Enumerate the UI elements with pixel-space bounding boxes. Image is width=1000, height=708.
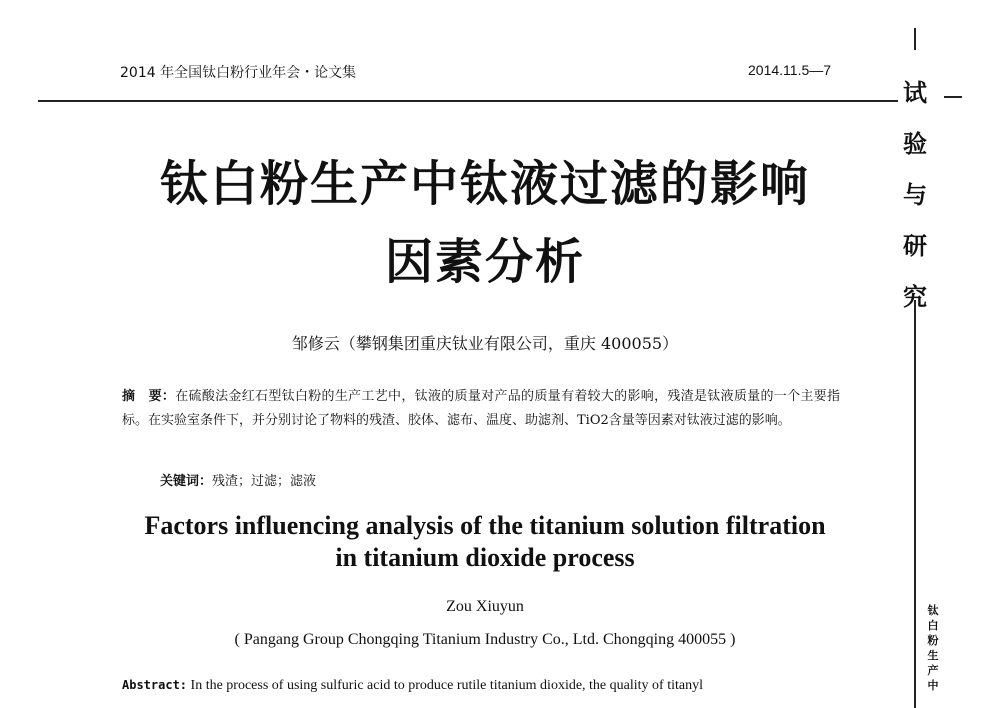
side-char: 研 (903, 232, 927, 260)
author-affiliation-zh: 邹修云（攀钢集团重庆钛业有限公司，重庆 400055） (291, 334, 679, 353)
side-topic-char: 产 (927, 664, 939, 677)
abstract-en-label: Abstract: (122, 678, 188, 692)
side-topic-label (926, 603, 940, 693)
paper-title-en (80, 510, 890, 574)
running-header-date: 2014.11.5—7 (748, 62, 832, 78)
keywords-zh-text: 残渣；过滤；滤液 (212, 474, 317, 489)
side-dash (944, 96, 962, 98)
keywords-zh (160, 470, 316, 489)
side-topic-char: 钛 (927, 604, 939, 617)
abstract-zh-label: 摘 要： (122, 389, 176, 404)
author-en: Zou Xiuyun (446, 598, 524, 615)
side-char: 验 (903, 130, 927, 158)
side-topic-char: 白 (927, 619, 939, 632)
side-rule (914, 300, 916, 708)
paper-title-zh (80, 145, 890, 301)
running-header-left: 2014 年全国钛白粉行业年会・论文集 (120, 65, 357, 81)
abstract-en (122, 675, 842, 696)
affiliation-en: ( Pangang Group Chongqing Titanium Industry Co., Ltd. Chongqing 400055 ) (234, 631, 736, 648)
keywords-zh-label: 关键词： (160, 474, 213, 489)
side-topic-char: 生 (927, 649, 939, 662)
side-char: 与 (903, 181, 927, 209)
title-en-line2: in titanium dioxide process (335, 543, 635, 572)
abstract-zh (122, 385, 840, 433)
title-zh-line2: 因素分析 (384, 234, 585, 290)
side-topic-char: 中 (927, 679, 939, 692)
side-rule-top (914, 28, 916, 50)
side-char: 究 (903, 283, 927, 311)
title-zh-line1: 钛白粉生产中钛液过滤的影响 (159, 156, 810, 212)
abstract-en-text: In the process of using sulfuric acid to produce rutile titanium dioxide, the quality of titanyl (190, 678, 703, 693)
header-rule (38, 100, 898, 102)
side-char: 试 (903, 79, 927, 107)
side-topic-char: 粉 (927, 634, 939, 647)
abstract-zh-text: 在硫酸法金红石型钛白粉的生产工艺中，钛液的质量对产品的质量有着较大的影响，残渣是钛液质量的一个主要指标。在实验室条件下，并分别讨论了物料的残渣、胶体、滤布、温度、助滤剂、TiO2含量等因素对钛液过滤的影响。 (122, 389, 840, 428)
side-section-label (898, 68, 932, 323)
title-en-line1: Factors influencing analysis of the titanium solution filtration (144, 511, 826, 540)
